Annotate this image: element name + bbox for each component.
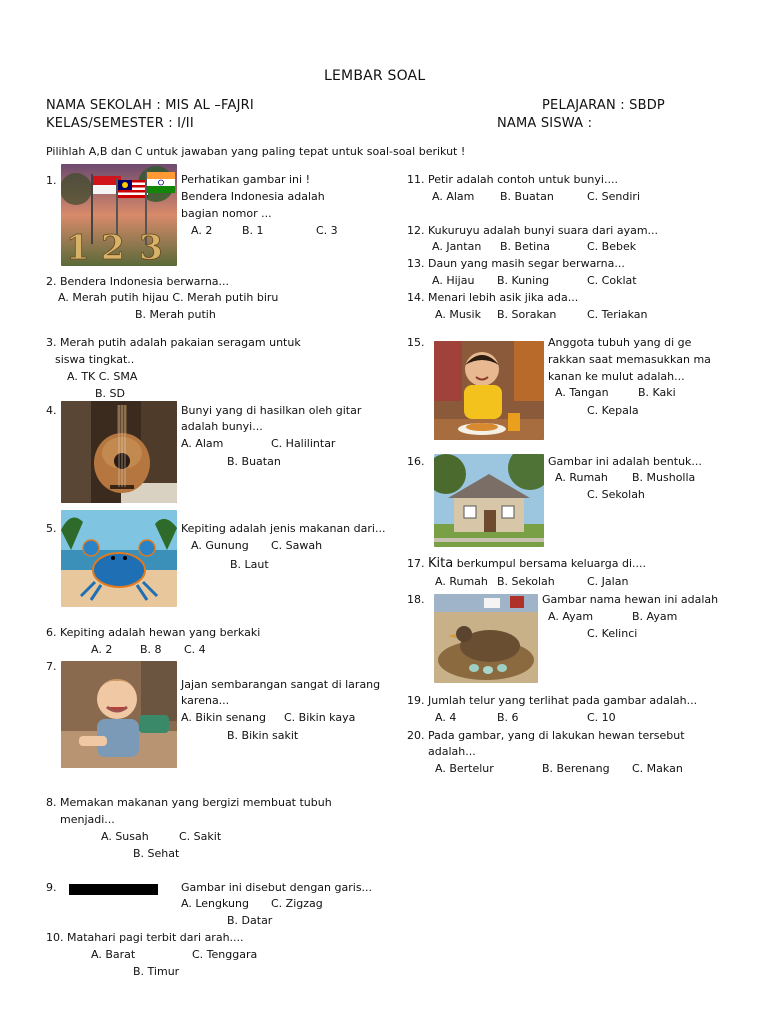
q9-text: Gambar ini disebut dengan garis... bbox=[181, 881, 373, 894]
q7-number: 7. bbox=[46, 660, 57, 673]
q1-text-2: Bendera Indonesia adalah bbox=[181, 190, 325, 203]
q4-number: 4. bbox=[46, 404, 57, 417]
q10-text: 10. Matahari pagi terbit dari arah.... bbox=[46, 931, 244, 944]
q19-option-c: C. 10 bbox=[587, 711, 616, 724]
q18-option-b: B. Ayam bbox=[632, 610, 678, 623]
q5-option-b: B. Laut bbox=[230, 558, 269, 571]
school-name: NAMA SEKOLAH : MIS AL –FAJRI bbox=[46, 98, 254, 113]
q2-option-b: B. Merah putih bbox=[135, 308, 216, 321]
instruction: Pilihlah A,B dan C untuk jawaban yang paling tepat untuk soal-soal berikut ! bbox=[46, 145, 466, 158]
q9-option-c: C. Zigzag bbox=[271, 897, 323, 910]
q15-text-3: kanan ke mulut adalah... bbox=[548, 370, 685, 383]
q12-text: 12. Kukuruyu adalah bunyi suara dari ayam... bbox=[407, 224, 659, 237]
straight-line-image bbox=[69, 884, 158, 895]
q7-option-b: B. Bikin sakit bbox=[227, 729, 299, 742]
q15-text-2: rakkan saat memasukkan ma bbox=[548, 353, 711, 366]
q16-option-a: A. Rumah bbox=[555, 471, 608, 484]
q8-text-1: 8. Memakan makanan yang bergizi membuat tubuh bbox=[46, 796, 332, 809]
flag-number-3: 3 bbox=[139, 228, 163, 266]
student-name: NAMA SISWA : bbox=[497, 116, 593, 131]
subject-name: PELAJARAN : SBDP bbox=[542, 98, 665, 113]
q14-text: 14. Menari lebih asik jika ada... bbox=[407, 291, 579, 304]
q5-number: 5. bbox=[46, 522, 57, 535]
q4-option-a: A. Alam bbox=[181, 437, 224, 450]
q1-option-a: A. 2 bbox=[191, 224, 213, 237]
q13-option-c: C. Coklat bbox=[587, 274, 637, 287]
q4-text-2: adalah bunyi... bbox=[181, 420, 263, 433]
q20-text-2: adalah... bbox=[428, 745, 476, 758]
q20-option-b: B. Berenang bbox=[542, 762, 610, 775]
q4-text-1: Bunyi yang di hasilkan oleh gitar bbox=[181, 404, 362, 417]
q13-option-a: A. Hijau bbox=[432, 274, 475, 287]
class-semester: KELAS/SEMESTER : I/II bbox=[46, 116, 194, 131]
q15-option-a: A. Tangan bbox=[555, 386, 609, 399]
q16-option-c: C. Sekolah bbox=[587, 488, 645, 501]
q1-text-1: Perhatikan gambar ini ! bbox=[181, 173, 310, 186]
q15-option-c: C. Kepala bbox=[587, 404, 639, 417]
guitar-image bbox=[61, 401, 177, 503]
q6-option-c: C. 4 bbox=[184, 643, 206, 656]
q5-text: Kepiting adalah jenis makanan dari... bbox=[181, 522, 386, 535]
q17-option-c: C. Jalan bbox=[587, 575, 629, 588]
q7-text-1: Jajan sembarangan sangat di larang bbox=[181, 678, 381, 691]
flags-image bbox=[61, 164, 177, 266]
house-image bbox=[434, 454, 544, 547]
q7-option-c: C. Bikin kaya bbox=[284, 711, 356, 724]
q18-text: Gambar nama hewan ini adalah bbox=[542, 593, 719, 606]
q8-text-2: menjadi... bbox=[60, 813, 115, 826]
q2-options-ac: A. Merah putih hijau C. Merah putih biru bbox=[58, 291, 279, 304]
q9-number: 9. bbox=[46, 881, 57, 894]
q8-option-c: C. Sakit bbox=[179, 830, 222, 843]
q17-kita: Kita bbox=[428, 556, 454, 571]
q13-text: 13. Daun yang masih segar berwarna... bbox=[407, 257, 625, 270]
q3-text-1: 3. Merah putih adalah pakaian seragam untuk bbox=[46, 336, 301, 349]
q19-option-a: A. 4 bbox=[435, 711, 457, 724]
flag-number-1: 1 bbox=[66, 228, 90, 266]
q17-option-a: A. Rumah bbox=[435, 575, 488, 588]
q10-option-a: A. Barat bbox=[91, 948, 136, 961]
q10-option-c: C. Tenggara bbox=[192, 948, 258, 961]
q8-option-b: B. Sehat bbox=[133, 847, 180, 860]
q15-option-b: B. Kaki bbox=[638, 386, 676, 399]
q2-text: 2. Bendera Indonesia berwarna... bbox=[46, 275, 230, 288]
q14-option-b: B. Sorakan bbox=[497, 308, 557, 321]
q3-option-b: B. SD bbox=[95, 387, 125, 400]
crab-image bbox=[61, 510, 177, 607]
q6-text: 6. Kepiting adalah hewan yang berkaki bbox=[46, 626, 261, 639]
q6-option-a: A. 2 bbox=[91, 643, 113, 656]
q17-text-rest: berkumpul bersama keluarga di.... bbox=[453, 557, 646, 570]
crying-child-image bbox=[61, 661, 177, 768]
q4-option-c: C. Halilintar bbox=[271, 437, 336, 450]
q7-text-2: karena... bbox=[181, 694, 230, 707]
q20-option-a: A. Bertelur bbox=[435, 762, 494, 775]
q18-option-c: C. Kelinci bbox=[587, 627, 638, 640]
q16-option-b: B. Musholla bbox=[632, 471, 696, 484]
q1-text-3: bagian nomor ... bbox=[181, 207, 272, 220]
q17-option-b: B. Sekolah bbox=[497, 575, 555, 588]
q11-text: 11. Petir adalah contoh untuk bunyi.... bbox=[407, 173, 618, 186]
q15-text-1: Anggota tubuh yang di ge bbox=[548, 336, 692, 349]
q3-text-2: siswa tingkat.. bbox=[55, 353, 135, 366]
q16-number: 16. bbox=[407, 455, 425, 468]
q3-options-ac: A. TK C. SMA bbox=[67, 370, 138, 383]
q5-option-a: A. Gunung bbox=[191, 539, 249, 552]
q15-number: 15. bbox=[407, 336, 425, 349]
q5-option-c: C. Sawah bbox=[271, 539, 323, 552]
q7-option-a: A. Bikin senang bbox=[181, 711, 266, 724]
q1-number: 1. bbox=[46, 174, 57, 187]
q17-text bbox=[407, 557, 646, 571]
flag-number-2: 2 bbox=[101, 228, 125, 266]
q10-option-b: B. Timur bbox=[133, 965, 180, 978]
q9-option-a: A. Lengkung bbox=[181, 897, 249, 910]
q12-option-a: A. Jantan bbox=[432, 240, 482, 253]
q19-text: 19. Jumlah telur yang terlihat pada gambar adalah... bbox=[407, 694, 698, 707]
q6-option-b: B. 8 bbox=[140, 643, 162, 656]
q12-option-c: C. Bebek bbox=[587, 240, 637, 253]
q1-option-c: C. 3 bbox=[316, 224, 338, 237]
q8-option-a: A. Susah bbox=[101, 830, 149, 843]
q17-number: 17. bbox=[407, 557, 425, 570]
q13-option-b: B. Kuning bbox=[497, 274, 550, 287]
duck-nest-image bbox=[434, 594, 538, 683]
child-eating-image bbox=[434, 341, 544, 440]
q1-option-b: B. 1 bbox=[242, 224, 264, 237]
q11-option-a: A. Alam bbox=[432, 190, 475, 203]
q4-option-b: B. Buatan bbox=[227, 455, 281, 468]
q19-option-b: B. 6 bbox=[497, 711, 519, 724]
q20-option-c: C. Makan bbox=[632, 762, 683, 775]
q9-option-b: B. Datar bbox=[227, 914, 273, 927]
q14-option-a: A. Musik bbox=[435, 308, 481, 321]
q11-option-b: B. Buatan bbox=[500, 190, 554, 203]
q18-option-a: A. Ayam bbox=[548, 610, 594, 623]
q11-option-c: C. Sendiri bbox=[587, 190, 641, 203]
q12-option-b: B. Betina bbox=[500, 240, 550, 253]
q16-text: Gambar ini adalah bentuk... bbox=[548, 455, 702, 468]
q18-number: 18. bbox=[407, 593, 425, 606]
q20-text-1: 20. Pada gambar, yang di lakukan hewan tersebut bbox=[407, 729, 685, 742]
q14-option-c: C. Teriakan bbox=[587, 308, 648, 321]
page-title: LEMBAR SOAL bbox=[324, 68, 426, 84]
